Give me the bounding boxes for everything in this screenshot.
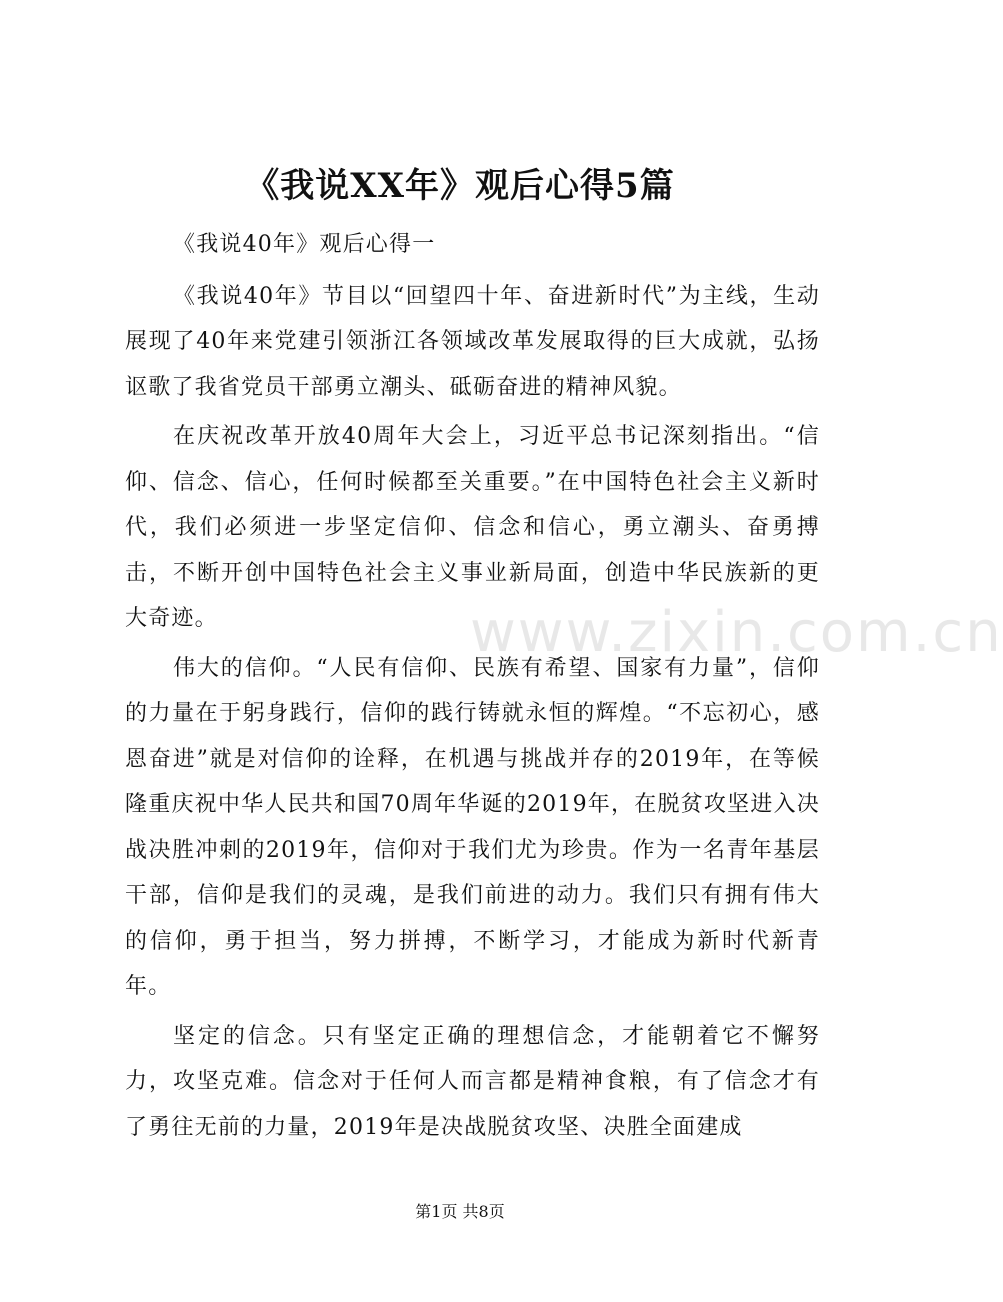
document-title: 《我说XX年》观后心得5篇: [245, 166, 675, 206]
document-body: [125, 222, 820, 1154]
site-watermark: www.zixin.com.cn: [470, 600, 1003, 665]
paragraph-speech: 在庆祝改革开放40周年大会上，习近平总书记深刻指出。“信仰、信念、信心，任何时候都至关重要。”在中国特色社会主义新时代，我们必须进一步坚定信仰、信念和信心，勇立潮头、奋勇搏击，不断开创中国特色社会主义事业新局面，创造中华民族新的更大奇迹。: [125, 424, 820, 631]
paragraph-intro: 《我说40年》节目以“回望四十年、奋进新时代”为主线，生动展现了40年来党建引领浙江各领域改革发展取得的巨大成就，弘扬讴歌了我省党员干部勇立潮头、砥砺奋进的精神风貌。: [125, 283, 820, 400]
section-heading: 《我说40年》观后心得一: [173, 232, 436, 257]
paragraph-belief: 坚定的信念。只有坚定正确的理想信念，才能朝着它不懈努力，攻坚克难。信念对于任何人而言都是精神食粮，有了信念才有了勇往无前的力量，2019年是决战脱贫攻坚、决胜全面建成: [125, 1023, 820, 1140]
paragraph-faith: 伟大的信仰。“人民有信仰、民族有希望、国家有力量”，信仰的力量在于躬身践行，信仰的践行铸就永恒的辉煌。“不忘初心，感恩奋进”就是对信仰的诠释，在机遇与挑战并存的2019年，在等候隆重庆祝中华人民共和国70周年华诞的2019年，在脱贫攻坚进入决战决胜冲刺的2019年，信仰对于我们尤为珍贵。作为一名青年基层干部，信仰是我们的灵魂，是我们前进的动力。我们只有拥有伟大的信仰，勇于担当，努力拼搏，不断学习，才能成为新时代新青年。: [125, 655, 820, 999]
page-footer: 第1页 共8页: [415, 1202, 505, 1221]
